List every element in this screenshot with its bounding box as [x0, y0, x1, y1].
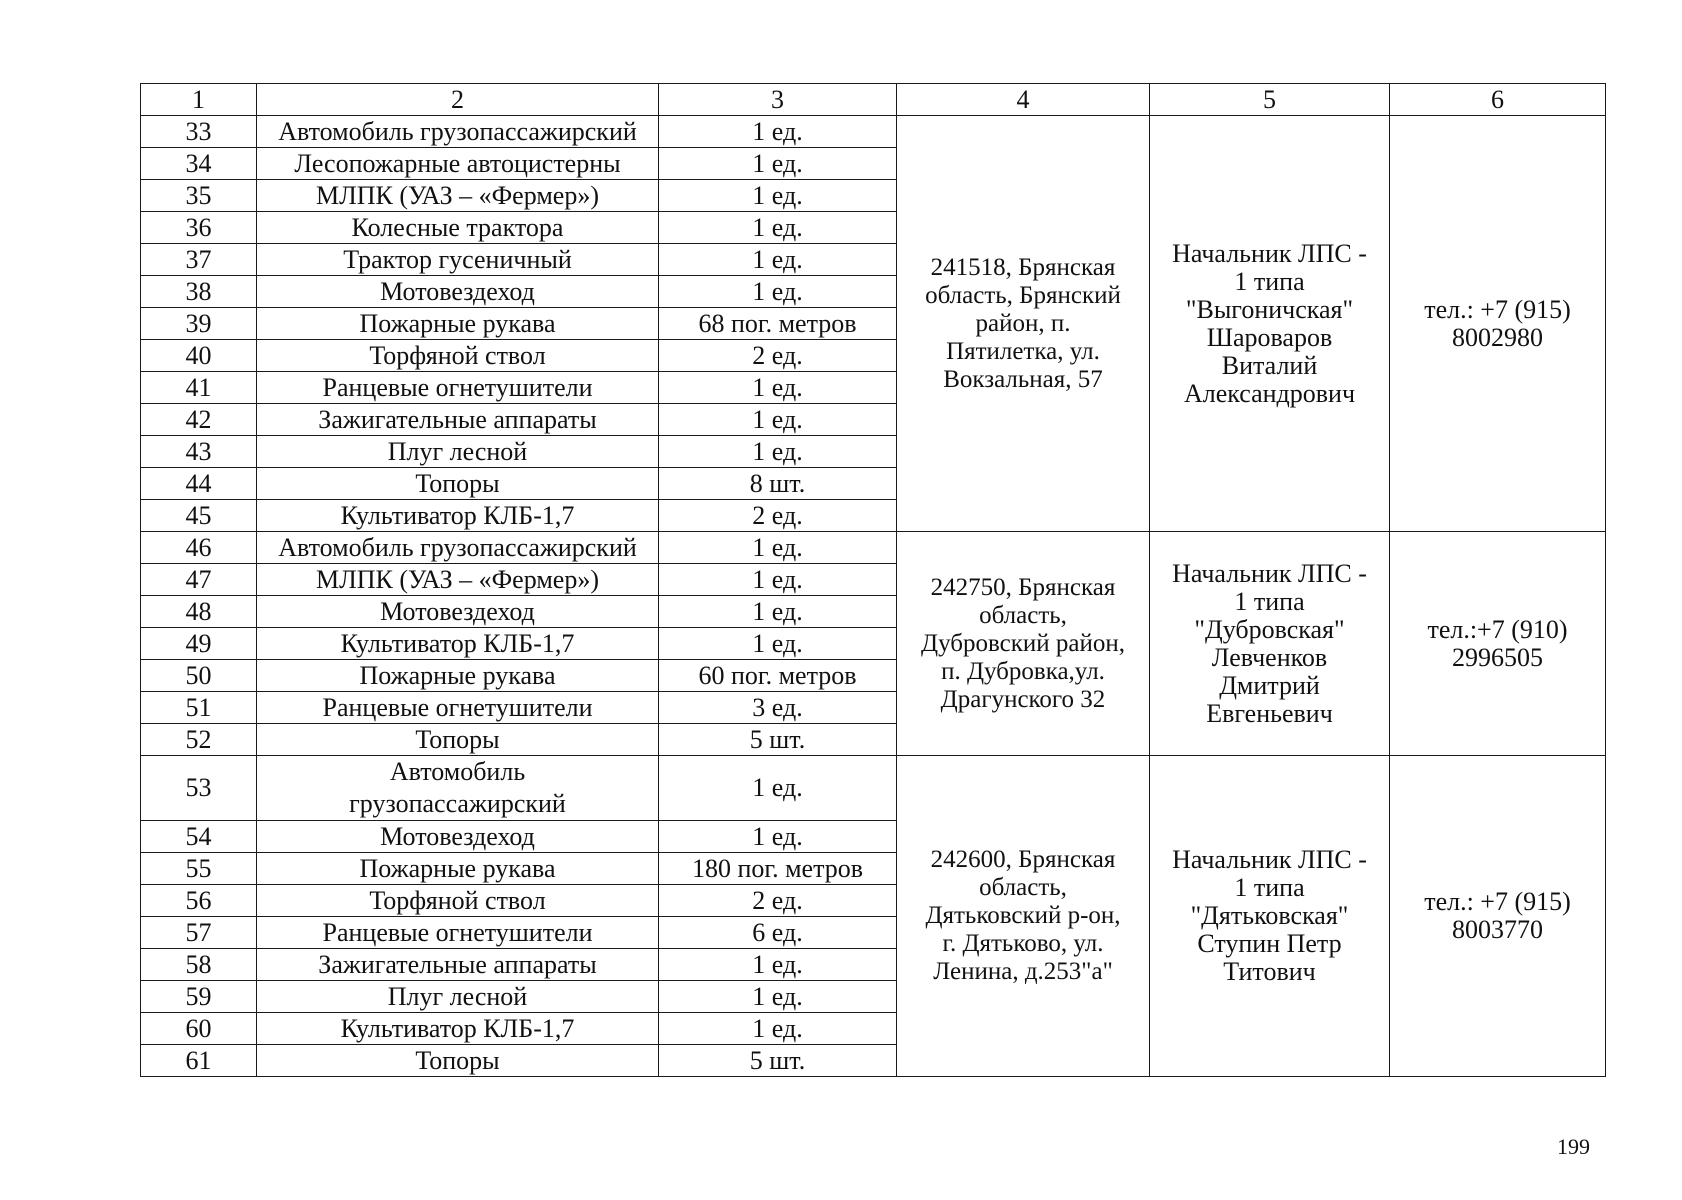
row-number-cell: 36	[141, 212, 257, 244]
equipment-name-cell: Автомобиль грузопассажирский	[257, 532, 659, 564]
header-cell-3: 3	[659, 84, 897, 116]
quantity-cell: 1 ед.	[659, 564, 897, 596]
equipment-name-cell: МЛПК (УАЗ – «Фермер»)	[257, 564, 659, 596]
equipment-name-cell: Ранцевые огнетушители	[257, 372, 659, 404]
equipment-name-line: грузопассажирский	[349, 789, 566, 818]
phone-line: 8003770	[1452, 915, 1543, 944]
quantity-cell: 68 пог. метров	[659, 308, 897, 340]
address-cell	[897, 756, 1150, 1077]
equipment-name-cell: Торфяной ствол	[257, 340, 659, 372]
quantity-cell: 3 ед.	[659, 692, 897, 724]
station-head-line: Ступин Петр	[1197, 929, 1342, 958]
quantity-cell: 1 ед.	[659, 1013, 897, 1045]
station-head-line: Титович	[1223, 957, 1316, 986]
address-line: Дятьковский р-он,	[925, 902, 1121, 929]
address-line: Драгунского 32	[940, 685, 1106, 713]
station-head-line: "Дубровская"	[1194, 614, 1345, 644]
equipment-name-cell: Лесопожарные автоцистерны	[257, 148, 659, 180]
station-head-line: "Дятьковская"	[1190, 901, 1349, 930]
station-head-line: Начальник ЛПС -	[1172, 845, 1367, 874]
row-number-cell: 45	[141, 500, 257, 532]
quantity-cell: 2 ед.	[659, 885, 897, 917]
phone-line: 8002980	[1452, 322, 1543, 352]
equipment-name-cell: Мотовездеход	[257, 821, 659, 853]
equipment-name-cell: Зажигательные аппараты	[257, 404, 659, 436]
phone-line: тел.: +7 (915)	[1424, 294, 1571, 324]
row-number-cell: 51	[141, 692, 257, 724]
quantity-cell: 8 шт.	[659, 468, 897, 500]
equipment-name-cell: Культиватор КЛБ-1,7	[257, 1013, 659, 1045]
row-number-cell: 48	[141, 596, 257, 628]
station-head-line: Начальник ЛПС -	[1172, 558, 1367, 588]
equipment-name-cell: Культиватор КЛБ-1,7	[257, 628, 659, 660]
equipment-table	[140, 83, 1606, 1077]
equipment-name-cell: Топоры	[257, 1045, 659, 1077]
row-number-cell: 53	[141, 756, 257, 821]
quantity-cell: 1 ед.	[659, 212, 897, 244]
equipment-name-cell	[257, 756, 659, 821]
station-head-line: Шароваров	[1206, 322, 1333, 352]
row-number-cell: 59	[141, 981, 257, 1013]
quantity-cell: 1 ед.	[659, 596, 897, 628]
table-row	[141, 756, 1606, 821]
station-head-line: 1 типа	[1234, 266, 1305, 296]
row-number-cell: 35	[141, 180, 257, 212]
equipment-name-cell: Пожарные рукава	[257, 660, 659, 692]
address-line: Пятилетка, ул.	[946, 337, 1100, 365]
row-number-cell: 56	[141, 885, 257, 917]
phone-line: 2996505	[1452, 642, 1543, 672]
quantity-cell: 5 шт.	[659, 1045, 897, 1077]
station-head-line: Александрович	[1183, 378, 1356, 408]
address-line: 242750, Брянская	[930, 573, 1116, 601]
page-number: 199	[1557, 1134, 1590, 1159]
row-number-cell: 34	[141, 148, 257, 180]
phone-line: тел.: +7 (915)	[1424, 887, 1571, 916]
row-number-cell: 49	[141, 628, 257, 660]
quantity-cell: 1 ед.	[659, 244, 897, 276]
header-cell-2: 2	[257, 84, 659, 116]
row-number-cell: 46	[141, 532, 257, 564]
phone-cell	[1390, 116, 1606, 532]
quantity-cell: 1 ед.	[659, 532, 897, 564]
quantity-cell: 1 ед.	[659, 628, 897, 660]
equipment-name-cell: Зажигательные аппараты	[257, 949, 659, 981]
quantity-cell: 1 ед.	[659, 276, 897, 308]
phone-line: тел.:+7 (910)	[1427, 614, 1568, 644]
equipment-name-cell: Трактор гусеничный	[257, 244, 659, 276]
quantity-cell: 1 ед.	[659, 180, 897, 212]
equipment-name-cell: Пожарные рукава	[257, 853, 659, 885]
table-row	[141, 116, 1606, 148]
quantity-cell: 1 ед.	[659, 372, 897, 404]
equipment-name-cell: Топоры	[257, 724, 659, 756]
row-number-cell: 52	[141, 724, 257, 756]
address-line: район, п.	[975, 309, 1071, 337]
quantity-cell: 2 ед.	[659, 340, 897, 372]
station-head-cell	[1150, 116, 1390, 532]
equipment-table-body	[141, 84, 1606, 1077]
row-number-cell: 38	[141, 276, 257, 308]
row-number-cell: 60	[141, 1013, 257, 1045]
header-cell-1: 1	[141, 84, 257, 116]
address-line: область, Брянский	[925, 281, 1121, 309]
header-cell-4: 4	[897, 84, 1150, 116]
quantity-cell: 1 ед.	[659, 436, 897, 468]
quantity-cell: 1 ед.	[659, 116, 897, 148]
station-head-cell	[1150, 532, 1390, 756]
station-head-line: "Выгоничская"	[1185, 294, 1354, 324]
quantity-cell: 60 пог. метров	[659, 660, 897, 692]
station-head-line: Дмитрий	[1219, 670, 1320, 700]
row-number-cell: 54	[141, 821, 257, 853]
table-row	[141, 532, 1606, 564]
address-line: п. Дубровка,ул.	[941, 657, 1105, 685]
quantity-cell: 2 ед.	[659, 500, 897, 532]
row-number-cell: 43	[141, 436, 257, 468]
address-line: г. Дятьково, ул.	[942, 930, 1104, 957]
row-number-cell: 40	[141, 340, 257, 372]
row-number-cell: 47	[141, 564, 257, 596]
station-head-line: 1 типа	[1234, 873, 1305, 902]
station-head-line: 1 типа	[1234, 586, 1305, 616]
column-number-header-row	[141, 84, 1606, 116]
quantity-cell: 180 пог. метров	[659, 853, 897, 885]
station-head-line: Виталий	[1221, 350, 1318, 380]
address-line: Ленина, д.253"а"	[933, 958, 1113, 985]
equipment-name-cell: Плуг лесной	[257, 981, 659, 1013]
equipment-name-cell: Ранцевые огнетушители	[257, 917, 659, 949]
equipment-name-cell: Ранцевые огнетушители	[257, 692, 659, 724]
row-number-cell: 58	[141, 949, 257, 981]
address-line: Вокзальная, 57	[943, 365, 1103, 393]
row-number-cell: 55	[141, 853, 257, 885]
address-cell	[897, 532, 1150, 756]
row-number-cell: 57	[141, 917, 257, 949]
quantity-cell: 1 ед.	[659, 756, 897, 821]
station-head-line: Начальник ЛПС -	[1172, 238, 1367, 268]
address-line: область,	[979, 601, 1067, 629]
equipment-name-line: Автомобиль	[389, 757, 526, 786]
row-number-cell: 50	[141, 660, 257, 692]
equipment-name-cell: Мотовездеход	[257, 596, 659, 628]
address-line: 242600, Брянская	[930, 846, 1116, 873]
quantity-cell: 5 шт.	[659, 724, 897, 756]
quantity-cell: 1 ед.	[659, 404, 897, 436]
station-head-line: Левченков	[1211, 642, 1328, 672]
row-number-cell: 61	[141, 1045, 257, 1077]
equipment-name-cell: Торфяной ствол	[257, 885, 659, 917]
row-number-cell: 33	[141, 116, 257, 148]
phone-cell	[1390, 756, 1606, 1077]
equipment-name-cell: Топоры	[257, 468, 659, 500]
row-number-cell: 37	[141, 244, 257, 276]
quantity-cell: 1 ед.	[659, 981, 897, 1013]
row-number-cell: 44	[141, 468, 257, 500]
equipment-name-cell: Автомобиль грузопассажирский	[257, 116, 659, 148]
station-head-cell	[1150, 756, 1390, 1077]
station-head-line: Евгеньевич	[1206, 698, 1333, 728]
equipment-name-cell: Пожарные рукава	[257, 308, 659, 340]
quantity-cell: 1 ед.	[659, 821, 897, 853]
address-line: Дубровский район,	[921, 629, 1125, 657]
equipment-name-cell: Плуг лесной	[257, 436, 659, 468]
equipment-name-cell: Культиватор КЛБ-1,7	[257, 500, 659, 532]
header-cell-6: 6	[1390, 84, 1606, 116]
phone-cell	[1390, 532, 1606, 756]
row-number-cell: 42	[141, 404, 257, 436]
quantity-cell: 1 ед.	[659, 949, 897, 981]
equipment-name-cell: Колесные трактора	[257, 212, 659, 244]
equipment-name-cell: МЛПК (УАЗ – «Фермер»)	[257, 180, 659, 212]
quantity-cell: 1 ед.	[659, 148, 897, 180]
address-cell	[897, 116, 1150, 532]
header-cell-5: 5	[1150, 84, 1390, 116]
row-number-cell: 41	[141, 372, 257, 404]
equipment-name-cell: Мотовездеход	[257, 276, 659, 308]
address-line: 241518, Брянская	[930, 253, 1116, 281]
quantity-cell: 6 ед.	[659, 917, 897, 949]
row-number-cell: 39	[141, 308, 257, 340]
address-line: область,	[979, 874, 1067, 901]
